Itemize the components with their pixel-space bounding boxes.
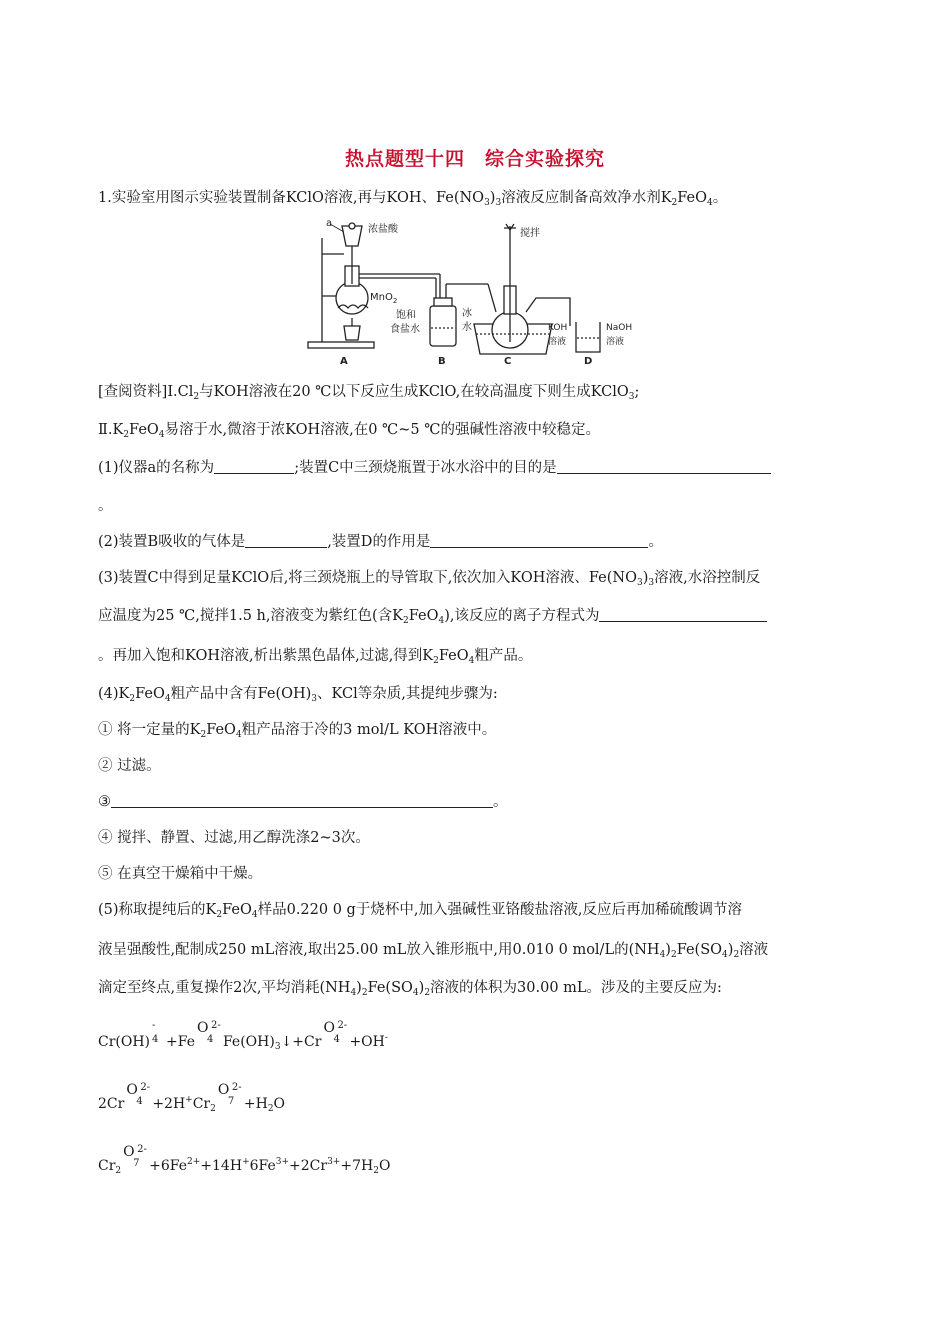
part-1-end: 。 (98, 498, 113, 514)
part-3-line-1: (3)装置C中得到足量KClO后,将三颈烧瓶上的导管取下,依次加入KOH溶液、$Fe(NO_3)_3$溶液,水浴控制反 (98, 570, 761, 588)
apparatus-c (474, 224, 570, 354)
answer-blank[interactable] (214, 459, 294, 474)
question-1-intro: 1.实验室用图示实验装置制备KClO溶液,再与KOH、$Fe(NO_3)_3$溶液反应制备高效净水剂$K_2FeO_4$。 (98, 190, 728, 208)
part-5-line-2: 液呈强酸性,配制成250 mL溶液,取出25.00 mL放入锥形瓶中,用0.010 0 mol/L的$(NH_4)_2Fe(SO_4)_2$溶液 (98, 942, 769, 960)
answer-blank[interactable] (557, 459, 771, 474)
page-title: 热点题型十四 综合实验探究 (344, 148, 605, 170)
label-A: A (340, 356, 348, 367)
apparatus-a (308, 223, 440, 348)
label-mno2: MnO$_2$ (370, 292, 398, 305)
answer-blank[interactable] (245, 533, 327, 548)
label-stir: 搅拌 (520, 228, 540, 239)
apparatus-d (576, 322, 600, 352)
label-C: C (504, 356, 512, 367)
label-sat-brine-2: 食盐水 (390, 324, 420, 335)
label-koh-1: KOH (548, 323, 568, 333)
label-B: B (438, 356, 446, 367)
label-koh-2: 溶液 (548, 337, 567, 347)
part-3-line-3: 。再加入饱和KOH溶液,析出紫黑色晶体,过滤,得到$K_2FeO_4$粗产品。 (98, 648, 533, 666)
step-5: ⑤ 在真空干燥箱中干燥。 (98, 866, 263, 882)
part-2: (2)装置B吸收的气体是 ,装置D的作用是 。 (98, 534, 663, 550)
label-a: a (326, 218, 333, 229)
apparatus-figure (300, 214, 650, 372)
label-sat-brine-1: 饱和 (396, 310, 416, 321)
label-conc-hcl: 浓盐酸 (368, 224, 398, 235)
step-2: ② 过滤。 (98, 758, 161, 774)
equation-2: 2Cr O 2- 4 $+2H^+Cr_2$ O 2- 7 $+H_2O$ (98, 1082, 286, 1114)
answer-blank[interactable] (111, 793, 493, 808)
answer-blank[interactable] (599, 607, 767, 622)
label-naoh-1: NaOH (606, 323, 633, 333)
answer-blank[interactable] (430, 533, 648, 548)
part-5-line-3: 滴定至终点,重复操作2次,平均消耗$(NH_4)_2Fe(SO_4)_2$溶液的体积为30.00 mL。涉及的主要反应为: (98, 980, 722, 998)
reference-2: $Ⅱ.K_2FeO_4$易溶于水,微溶于浓KOH溶液,在0 ℃~5 ℃的强碱性溶液中较稳定。 (98, 422, 600, 440)
reference-1: [查阅资料]$Ⅰ.Cl_2$与KOH溶液在20 ℃以下反应生成KClO,在较高温度下则生成KClO$_3$; (98, 384, 640, 402)
label-ice-2: 水 (462, 322, 472, 333)
label-naoh-2: 溶液 (606, 337, 625, 347)
part-3-line-2: 应温度为25 ℃,搅拌1.5 h,溶液变为紫红色(含$K_2FeO_4$),该反应的离子方程式为 (98, 606, 767, 631)
label-D: D (584, 356, 593, 367)
part-4: $(4)K_2FeO_4$粗产品中含有$Fe(OH)_3$、KCl等杂质,其提纯步骤为: (98, 686, 498, 704)
step-4: ④ 搅拌、静置、过滤,用乙醇洗涤2~3次。 (98, 830, 370, 846)
equation-3: $Cr_2$ O 2- 7 $+6Fe^{2+}+14H^+6Fe^{3+}+2Cr^{3+}+7H_2O$ (98, 1144, 391, 1176)
part-5-line-1: (5)称取提纯后的$K_2FeO_4$样品0.220 0 g于烧杯中,加入强碱性亚铬酸盐溶液,反应后再加稀硫酸调节溶 (98, 902, 743, 920)
step-1: ① 将一定量的$K_2FeO_4$粗产品溶于冷的3 mol/L KOH溶液中。 (98, 722, 497, 740)
step-3: ③ 。 (98, 794, 508, 810)
label-ice-1: 冰 (462, 308, 472, 319)
part-1: (1)仪器a的名称为 ;装置C中三颈烧瓶置于冰水浴中的目的是 (98, 458, 771, 478)
equation-1: Cr(OH) - 4 +Fe O 2- 4 $Fe(OH)_3↓+Cr$ O 2- 4 +OH- (98, 1020, 388, 1052)
